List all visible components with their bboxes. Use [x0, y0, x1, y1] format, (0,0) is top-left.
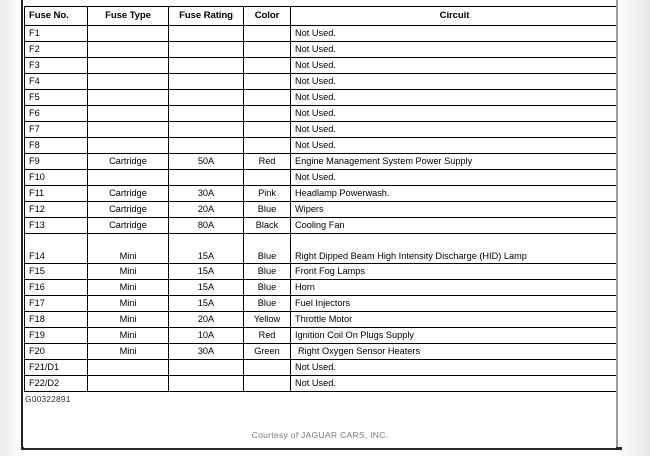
cell-fuse-no: F2 — [25, 42, 88, 58]
cell-fuse-no: F11 — [25, 186, 88, 202]
table-row — [25, 154, 617, 170]
cell-fuse-rating — [169, 106, 244, 122]
cell-fuse-rating: 20A — [169, 312, 244, 328]
cell-fuse-type — [88, 58, 169, 74]
left-page-edge-rule — [21, 0, 23, 448]
cell-circuit: Not Used. — [291, 106, 617, 122]
cell-fuse-type — [88, 170, 169, 186]
cell-color: Red — [244, 154, 291, 170]
cell-fuse-no: F7 — [25, 122, 88, 138]
cell-fuse-type: Cartridge — [88, 186, 169, 202]
cell-fuse-no: F22/D2 — [25, 376, 88, 392]
cell-fuse-rating — [169, 360, 244, 376]
scanned-page — [24, 0, 616, 448]
cell-color — [244, 376, 291, 392]
cell-fuse-rating: 15A — [169, 234, 244, 264]
cell-circuit: Throttle Motor — [291, 312, 617, 328]
column-header-color: Color — [244, 7, 291, 26]
table-row — [25, 218, 617, 234]
cell-circuit: Right Oxygen Sensor Heaters — [291, 344, 617, 360]
cell-color: Pink — [244, 186, 291, 202]
cell-fuse-type — [88, 74, 169, 90]
cell-color — [244, 90, 291, 106]
cell-fuse-type: Mini — [88, 234, 169, 264]
table-row — [25, 90, 617, 106]
cell-fuse-rating: 80A — [169, 218, 244, 234]
cell-fuse-no: F19 — [25, 328, 88, 344]
cell-fuse-type — [88, 90, 169, 106]
cell-circuit: Not Used. — [291, 74, 617, 90]
cell-circuit: Horn — [291, 280, 617, 296]
cell-color: Blue — [244, 202, 291, 218]
cell-circuit: Not Used. — [291, 170, 617, 186]
cell-fuse-type: Mini — [88, 328, 169, 344]
table-row — [25, 42, 617, 58]
table-row — [25, 234, 617, 264]
cell-circuit: Not Used. — [291, 138, 617, 154]
table-row — [25, 58, 617, 74]
table-row — [25, 26, 617, 42]
cell-color — [244, 26, 291, 42]
cell-fuse-type — [88, 42, 169, 58]
column-header-fuse-rating: Fuse Rating — [169, 7, 244, 26]
column-header-fuse-no: Fuse No. — [25, 7, 88, 26]
cell-fuse-no: F9 — [25, 154, 88, 170]
cell-fuse-rating — [169, 122, 244, 138]
cell-circuit: Ignition Coil On Plugs Supply — [291, 328, 617, 344]
cell-fuse-rating — [169, 74, 244, 90]
cell-fuse-type — [88, 138, 169, 154]
cell-circuit: Front Fog Lamps — [291, 264, 617, 280]
right-page-edge-rule — [616, 0, 618, 448]
cell-fuse-rating: 30A — [169, 186, 244, 202]
cell-fuse-rating — [169, 376, 244, 392]
cell-circuit: Not Used. — [291, 90, 617, 106]
cell-circuit: Not Used. — [291, 42, 617, 58]
cell-fuse-type: Mini — [88, 264, 169, 280]
table-row — [25, 344, 617, 360]
cell-fuse-no: F4 — [25, 74, 88, 90]
cell-color: Blue — [244, 264, 291, 280]
cell-color — [244, 170, 291, 186]
cell-color: Blue — [244, 296, 291, 312]
cell-fuse-no: F18 — [25, 312, 88, 328]
table-row — [25, 296, 617, 312]
cell-fuse-type — [88, 106, 169, 122]
figure-id: G00322891 — [25, 394, 71, 404]
table-row — [25, 312, 617, 328]
cell-fuse-rating — [169, 170, 244, 186]
cell-circuit: Engine Management System Power Supply — [291, 154, 617, 170]
table-header-row — [25, 7, 617, 26]
table-row — [25, 280, 617, 296]
left-margin-gutter — [0, 0, 22, 456]
cell-fuse-no: F8 — [25, 138, 88, 154]
cell-color: Yellow — [244, 312, 291, 328]
cell-color — [244, 58, 291, 74]
table-row — [25, 138, 617, 154]
cell-fuse-type: Cartridge — [88, 218, 169, 234]
cell-fuse-rating — [169, 138, 244, 154]
cell-circuit: Headlamp Powerwash. — [291, 186, 617, 202]
cell-fuse-no: F1 — [25, 26, 88, 42]
table-row — [25, 74, 617, 90]
cell-color: Blue — [244, 234, 291, 264]
cell-fuse-no: F21/D1 — [25, 360, 88, 376]
table-row — [25, 186, 617, 202]
cell-fuse-no: F5 — [25, 90, 88, 106]
cell-color — [244, 360, 291, 376]
cell-fuse-rating: 10A — [169, 328, 244, 344]
cell-fuse-no: F12 — [25, 202, 88, 218]
right-margin-gutter — [616, 0, 650, 456]
cell-fuse-rating — [169, 42, 244, 58]
cell-circuit: Cooling Fan — [291, 218, 617, 234]
cell-color — [244, 106, 291, 122]
cell-fuse-no: F3 — [25, 58, 88, 74]
cell-fuse-no: F20 — [25, 344, 88, 360]
cell-fuse-type: Cartridge — [88, 202, 169, 218]
cell-circuit: Not Used. — [291, 26, 617, 42]
cell-fuse-type: Mini — [88, 280, 169, 296]
cell-color: Red — [244, 328, 291, 344]
cell-color — [244, 138, 291, 154]
table-row — [25, 170, 617, 186]
cell-fuse-type: Mini — [88, 312, 169, 328]
cell-color — [244, 42, 291, 58]
table-row — [25, 328, 617, 344]
column-header-fuse-type: Fuse Type — [88, 7, 169, 26]
cell-circuit: Wipers — [291, 202, 617, 218]
cell-fuse-no: F15 — [25, 264, 88, 280]
cell-color — [244, 122, 291, 138]
cell-fuse-rating — [169, 26, 244, 42]
table-row — [25, 202, 617, 218]
cell-circuit: Not Used. — [291, 376, 617, 392]
table-header — [25, 7, 617, 26]
cell-fuse-rating — [169, 58, 244, 74]
cell-color — [244, 74, 291, 90]
cell-circuit: Fuel Injectors — [291, 296, 617, 312]
table-row — [25, 264, 617, 280]
cell-fuse-rating: 15A — [169, 296, 244, 312]
cell-fuse-rating: 50A — [169, 154, 244, 170]
table-row — [25, 106, 617, 122]
fuse-table — [24, 6, 616, 392]
cell-fuse-type: Mini — [88, 344, 169, 360]
cell-circuit: Not Used. — [291, 360, 617, 376]
cell-fuse-type — [88, 122, 169, 138]
table-body — [25, 26, 617, 392]
cell-fuse-rating: 15A — [169, 264, 244, 280]
cell-fuse-no: F13 — [25, 218, 88, 234]
cell-fuse-rating: 20A — [169, 202, 244, 218]
cell-fuse-type: Cartridge — [88, 154, 169, 170]
cell-fuse-rating — [169, 90, 244, 106]
cell-circuit: Not Used. — [291, 122, 617, 138]
cell-color: Blue — [244, 280, 291, 296]
cell-fuse-type — [88, 376, 169, 392]
cell-fuse-no: F14 — [25, 234, 88, 264]
cell-fuse-no: F6 — [25, 106, 88, 122]
cell-fuse-rating: 15A — [169, 280, 244, 296]
cell-color: Green — [244, 344, 291, 360]
cell-fuse-no: F16 — [25, 280, 88, 296]
cell-fuse-type: Mini — [88, 296, 169, 312]
courtesy-line: Courtesy of JAGUAR CARS, INC. — [251, 430, 389, 440]
cell-color: Black — [244, 218, 291, 234]
cell-fuse-no: F10 — [25, 170, 88, 186]
cell-circuit: Right Dipped Beam High Intensity Discharge (HID) Lamp — [291, 234, 617, 264]
table-row — [25, 360, 617, 376]
cell-fuse-no: F17 — [25, 296, 88, 312]
column-header-circuit: Circuit — [291, 7, 617, 26]
cell-circuit: Not Used. — [291, 58, 617, 74]
table-row — [25, 122, 617, 138]
cell-fuse-rating: 30A — [169, 344, 244, 360]
table-row — [25, 376, 617, 392]
cell-fuse-type — [88, 26, 169, 42]
cell-fuse-type — [88, 360, 169, 376]
